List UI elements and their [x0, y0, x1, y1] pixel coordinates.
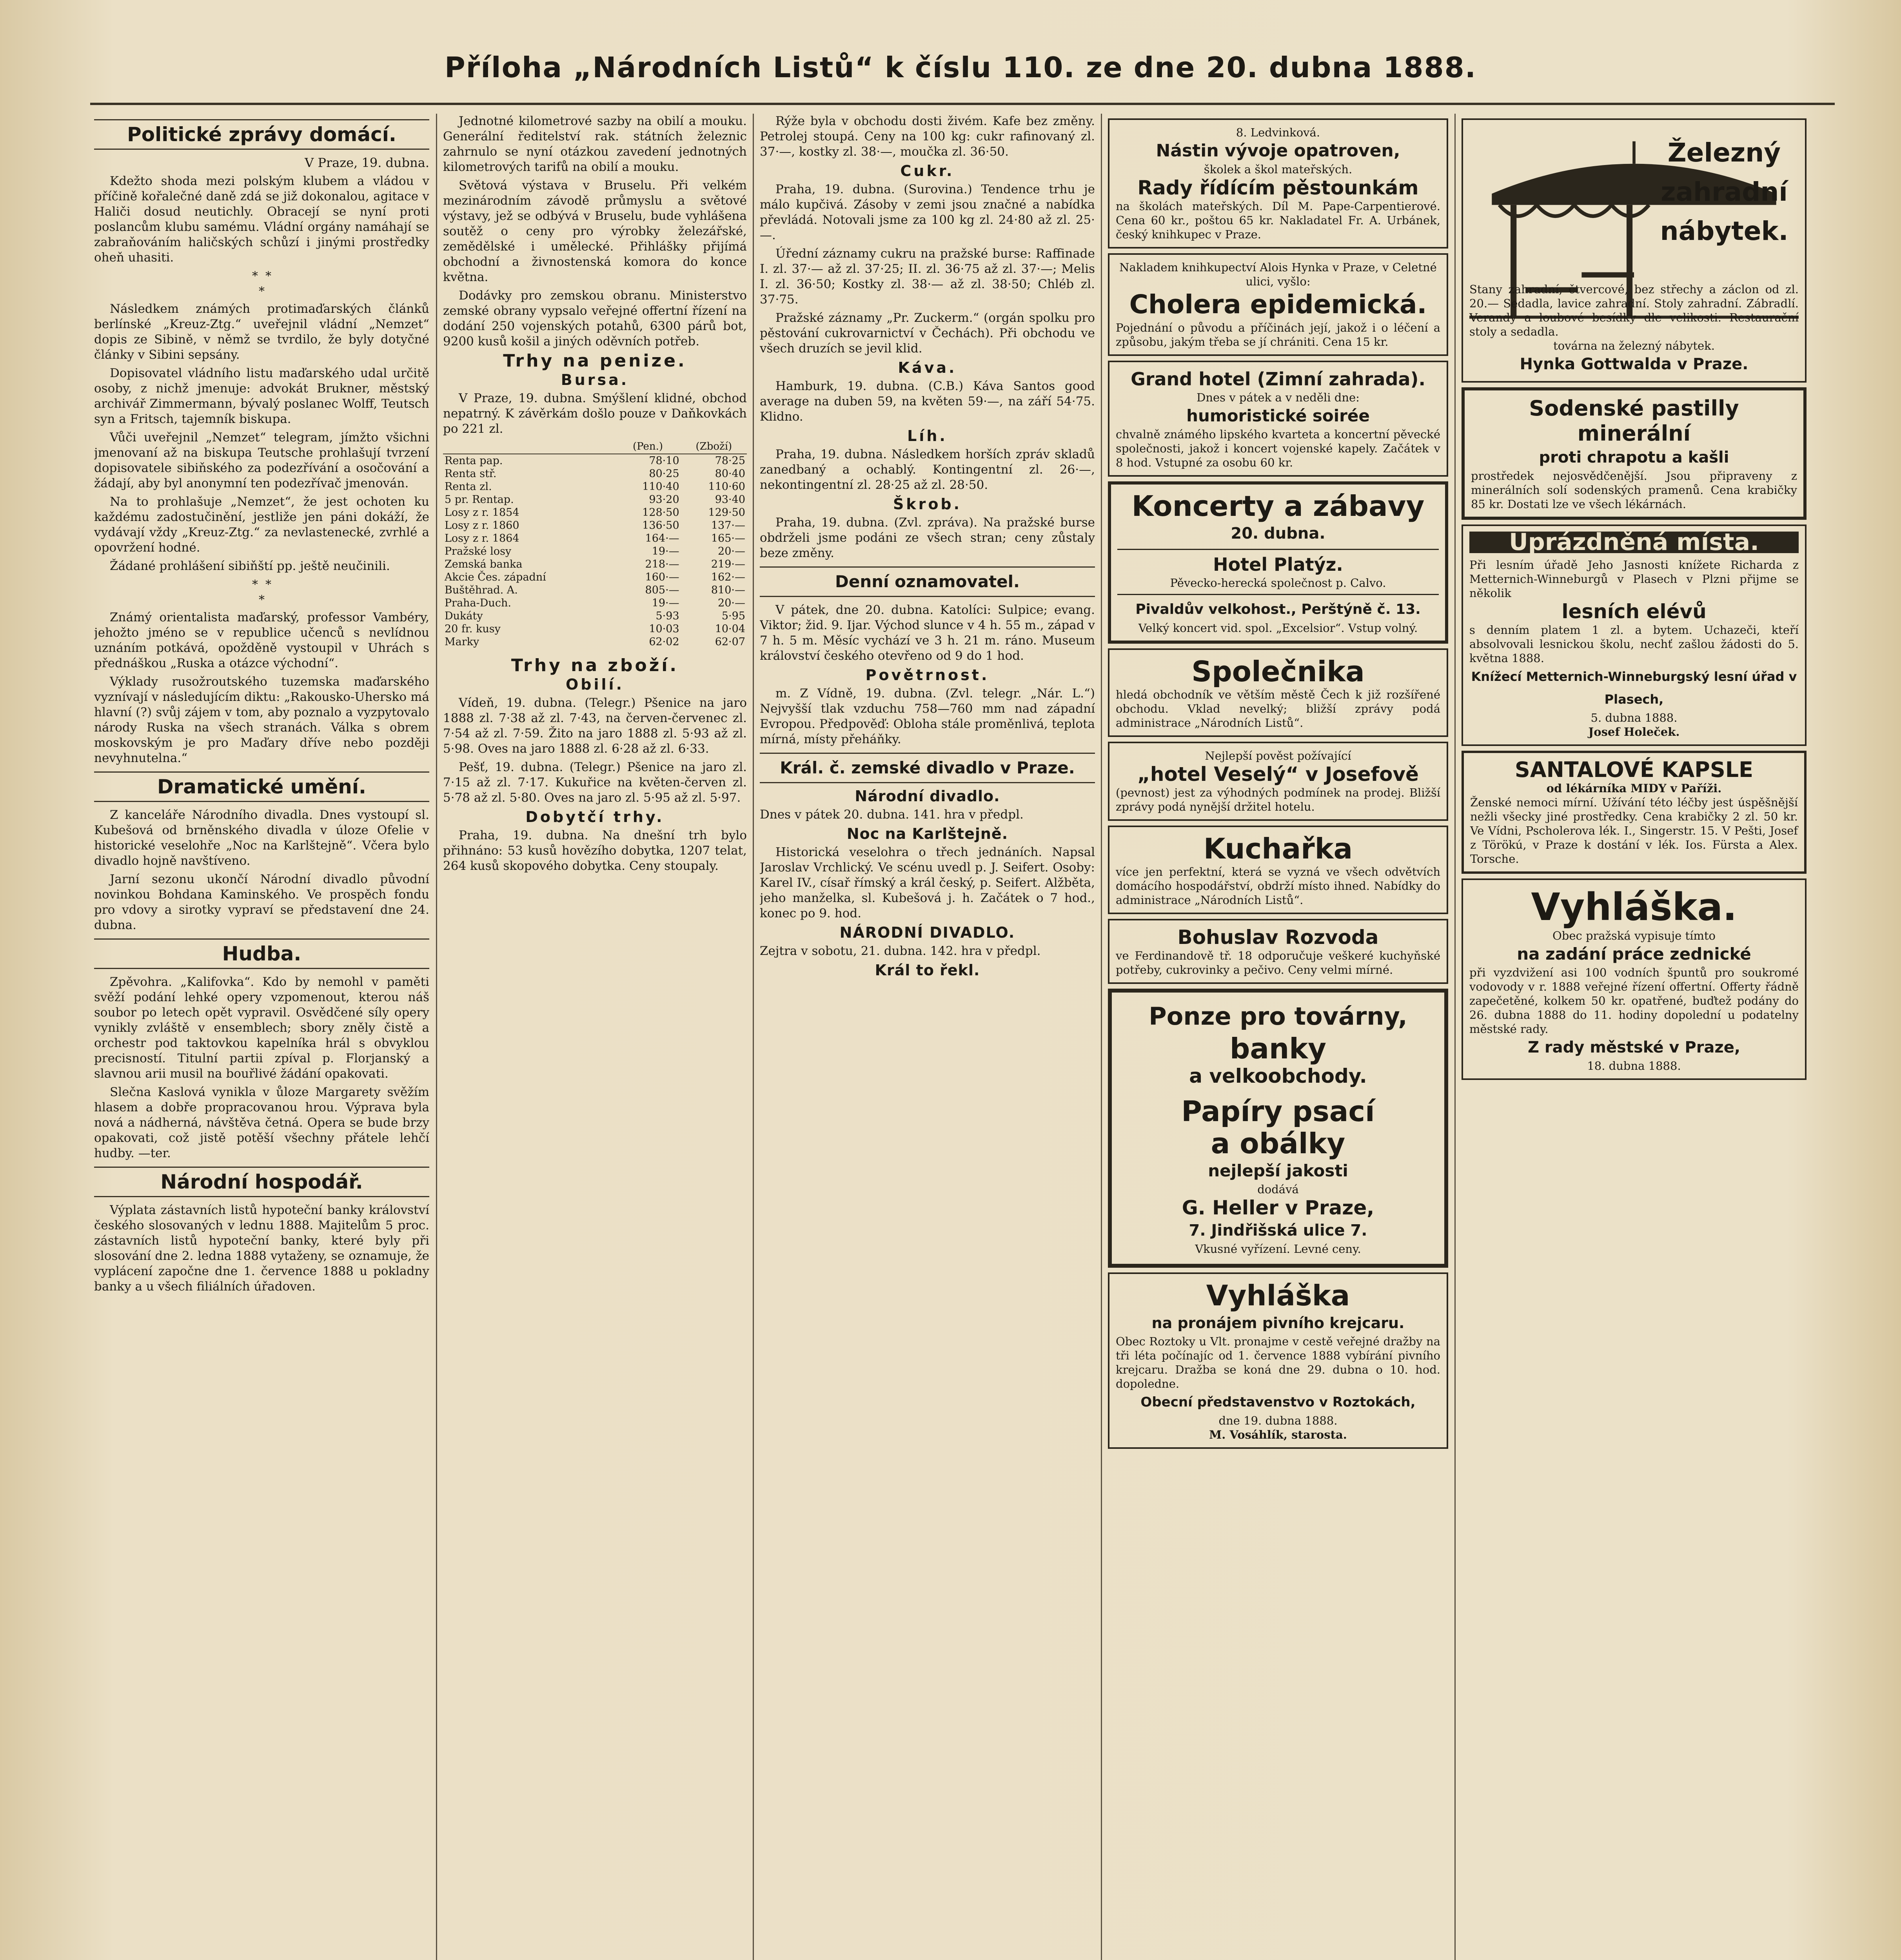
rate-name: Marky: [445, 636, 479, 648]
table-row: [443, 571, 747, 584]
ad-concerts: [1108, 481, 1448, 644]
article-paragraph: Následkem známých protimaďarských článků berlínské „Kreuz-Ztg.“ uveřejnil vládní „Nemzet“ dopis ze Sibině, v němž se tvrdilo, že byly dotyčné články v Sibini sepsány.: [94, 302, 429, 362]
subheading-grain: Obilí.: [565, 676, 625, 693]
ad-headline: Vyhláška.: [1531, 885, 1737, 929]
rate-bid: 19·—: [652, 545, 679, 557]
ad-cook-wanted: [1108, 826, 1448, 914]
rate-bid: 110·40: [642, 481, 679, 493]
ad-vacancies: [1462, 524, 1807, 746]
ad-text: Obec Roztoky u Vlt. pronajme v cestě veřejné dražby na tři léta počínajíc od 1. července 1888 vybírání pivního krejcaru. Dražba se koná dne 29. dubna o 10. hod. dopoledne.: [1116, 1335, 1440, 1390]
ad-subtitle: proti chrapotu a kašli: [1539, 448, 1729, 466]
section-heading-economy: Národní hospodář.: [94, 1167, 429, 1197]
table-header: (Zboží): [681, 440, 747, 454]
rate-name: 5 pr. Rentap.: [445, 494, 514, 506]
ad-line: banky: [1229, 1032, 1327, 1065]
article-paragraph: Zejtra v sobotu, 21. dubna. 142. hra v předpl.: [760, 944, 1041, 958]
ad-text: Pěvecko-herecká společnost p. Calvo.: [1170, 576, 1386, 590]
ad-text: prostředek nejosvědčenější. Jsou připraveny z minerálních solí sodenských pramenů. Cena krabičky 85 kr. Dostati lze ve všech lékárnách.: [1471, 469, 1797, 511]
table-row: [443, 584, 747, 597]
ad-subtitle: na zadání práce zednické: [1517, 944, 1751, 964]
ad-subtitle: Dnes v pátek a v neděli dne:: [1197, 391, 1360, 404]
article-paragraph: Vůči uveřejnil „Nemzet“ telegram, jímžto všichni jmenovaní až na biskupa Teutsche prohlašují tvrzení dopisovatele sibiňského za podezřívání a osočování a žádají, aby byl anonymní ten podezřívač jmenován.: [94, 430, 429, 490]
ad-address: 7. Jindřišská ulice 7.: [1189, 1221, 1367, 1240]
section-heading-music: Hudba.: [94, 938, 429, 969]
ad-headline: Cholera epidemická.: [1129, 289, 1427, 319]
rate-bid: 5·93: [655, 610, 679, 622]
rate-name: Renta pap.: [445, 455, 503, 467]
ad-line: nejlepší jakosti: [1208, 1161, 1348, 1180]
ad-text: hledá obchodník ve větším městě Čech k již rozšířené obchodu. Vklad nevelký; bližší zprávy podá administrace „Národních Listů“.: [1116, 688, 1440, 730]
rate-name: Zemská banka: [445, 558, 523, 570]
column-divider: [1454, 114, 1456, 1960]
article-paragraph: V Praze, 19. dubna. Smýšlení klidné, obchod nepatrný. K závěrkám došlo pouze v Daňkovkách po 221 zl.: [443, 391, 747, 436]
exchange-rates-table: [443, 440, 747, 648]
ad-subtitle: na pronájem pivního krejcaru.: [1151, 1314, 1405, 1332]
ad-event: humoristické soirée: [1186, 406, 1370, 425]
table-row: [443, 519, 747, 532]
rate-bid: 805·—: [645, 584, 679, 596]
ad-headline: Železný zahradní nábytek.: [1660, 138, 1788, 246]
ad-text: ve Ferdinandově tř. 18 odporučuje veškeré kuchyňské potřeby, cukrovinky a pečivo. Ceny velmi mírné.: [1116, 949, 1440, 976]
rate-ask: 110·60: [708, 481, 745, 493]
ad-headline: Kuchařka: [1203, 832, 1353, 865]
table-row: [443, 622, 747, 635]
rate-name: Praha-Duch.: [445, 597, 511, 609]
section-heading-daily: Denní oznamovatel.: [760, 566, 1095, 597]
ad-sign: Z rady městské v Praze,: [1527, 1038, 1741, 1056]
ad-headline: Sodenské pastilly minerální: [1529, 396, 1739, 446]
ad-soden-pastilles: [1462, 387, 1807, 520]
table-row: [443, 610, 747, 622]
subheading-cattle: Dobytčí trhy.: [525, 808, 665, 826]
ad-venue: Pivaldův velkohost., Perštýně č. 13.: [1117, 594, 1439, 621]
rate-ask: 62·07: [715, 636, 745, 648]
rate-ask: 219·—: [711, 558, 745, 570]
ad-garden-furniture: [1462, 118, 1807, 383]
table-row: [443, 480, 747, 493]
article-paragraph: Zpěvohra. „Kalifovka“. Kdo by nemohl v paměti svěží podání lehké opery vzpomenout, kterou náš soubor po letech opět vypravil. Osvědčené síly opery vynikly zvláště v ensemblech; sbory zněly čistě a orchestr pod taktovkou kapelníka hrál s obvyklou precisností. Titulní partii zpíval p. Florjanský a slavnou arii musil na bouřlivé žádání opakovati.: [94, 975, 429, 1081]
rate-bid: 93·20: [649, 494, 679, 506]
article-paragraph: Vídeň, 19. dubna. (Telegr.) Pšenice na jaro 1888 zl. 7·38 až zl. 7·43, na červen-červenec zl. 7·54 až zl. 7·59. Žito na jaro 1888 zl. 5·93 až zl. 5·98. Oves na jaro 1888 zl. 6·28 až zl. 6·33.: [443, 696, 747, 756]
table-row: [443, 506, 747, 519]
article-paragraph: Praha, 19. dubna. (Zvl. zpráva). Na pražské burse obdrželi jsme podáni ze všech stran; ceny zůstaly beze změny.: [760, 515, 1095, 560]
table-row: [443, 558, 747, 571]
rate-name: Renta zl.: [445, 481, 492, 493]
ad-headline: Rady řídícím pěstounkám: [1137, 176, 1419, 199]
ad-book-opatrovny: [1108, 118, 1448, 249]
ad-santal-capsules: [1462, 751, 1807, 874]
ad-text: Ženské nemoci mírní. Užívání této léčby jest úspěšnější nežli všecky jiné prostředky. Cena krabičky 2 zl. 50 kr. Ve Vídni, Pscholerova lék. I., Singerstr. 15. V Pešti, Josef z Törökú, v Praze k dostání v lék. Ios. Fürsta a Alex. Torsche.: [1470, 796, 1798, 866]
ad-headline: Uprázdněná místa.: [1469, 532, 1799, 553]
theatre-heading: NÁRODNÍ DIVADLO.: [839, 924, 1015, 941]
ad-line: Vkusné vyřízení. Levné ceny.: [1195, 1242, 1361, 1256]
ad-date: dne 19. dubna 1888.: [1218, 1414, 1338, 1427]
ad-subtitle: od lékárníka MIDY v Paříži.: [1546, 782, 1722, 795]
rate-name: Losy z r. 1860: [445, 519, 519, 532]
column-divider: [1101, 114, 1102, 1960]
separator-stars: * * *: [252, 269, 272, 298]
ad-roztoky-notice: [1108, 1272, 1448, 1449]
rate-ask: 10·04: [715, 623, 745, 635]
article-paragraph: Praha, 19. dubna. Následkem horších zpráv skladů zanedbaný a ochablý. Kontingentní zl. 26·—, nekontingentní zl. 28·25 až zl. 28·50.: [760, 447, 1095, 492]
ad-venue: Hotel Platýz.: [1117, 549, 1439, 576]
ad-author: 8. Ledvinková.: [1236, 126, 1320, 139]
rate-bid: 62·02: [649, 636, 679, 648]
article-paragraph: m. Z Vídně, 19. dubna. (Zvl. telegr. „Nár. L.“) Nejvyšší tlak vzduchu 758—760 mm nad západní Evropou. Předpověď: Obloha stále proměnlivá, teplota mírná, místy přeháňky.: [760, 686, 1095, 746]
rate-ask: 165·—: [711, 532, 745, 544]
ad-text: Stany zahradní, čtvercové, bez střechy a záclon od zl. 20.— Sedadla, lavice zahradní. Stoly zahradní. Zábradlí. Verandy a loubové besídky dle velikosti. Restaurační stoly a sedadla.: [1469, 283, 1799, 338]
column-5-ads: [1462, 114, 1807, 1960]
article-paragraph: Známý orientalista maďarský, professor Vambéry, jehožto jméno se v republice učenců s nevlídnou uznáním potkává, opožděně vystoupil v Uhrách s přednáškou „Ruska a otázce východní“.: [94, 610, 429, 670]
ad-line: Papíry psací: [1181, 1095, 1375, 1128]
ad-date: 18. dubna 1888.: [1587, 1059, 1681, 1073]
article-paragraph: Výplata zástavních listů hypoteční banky království českého slosovaných v lednu 1888. Majitelům 5 proc. zástavních listů hypoteční banky, které byly při slosování dne 2. ledna 1888 vytaženy, se oznamuje, že vyplácení započne dne 1. července 1888 u pokladny banky a u všech filiálních úřadoven.: [94, 1203, 429, 1294]
table-header: (Pen.): [615, 440, 681, 454]
ad-prague-notice: [1462, 878, 1807, 1080]
ad-signature: M. Vosáhlík, starosta.: [1209, 1428, 1347, 1441]
article-paragraph: Slečna Kaslová vynikla v ůloze Margarety svěžím hlasem a dobře propracovanou hrou. Výprava byla nová a nádherná, návštěva četná. Opera se bude brzy opakovati, což jistě potěší všechny přátele lehčí hudby. —ter.: [94, 1085, 429, 1160]
rate-ask: 20·—: [718, 545, 745, 557]
ad-text: Pojednání o původu a příčinách její, jakož i o léčení a způsobu, jakým třeba se jí chrániti. Cena 15 kr.: [1116, 321, 1440, 348]
article-paragraph: Jarní sezonu ukončí Národní divadlo původní novinkou Bohdana Kaminského. Ve prospěch fondu pro vdovy a sirotky vypraví se představení dne 24. dubna.: [94, 872, 429, 932]
rate-bid: 128·50: [642, 506, 679, 519]
ad-cholera-book: [1108, 253, 1448, 356]
rate-bid: 78·10: [649, 455, 679, 467]
rate-bid: 19·—: [652, 597, 679, 609]
subheading-sugar: Cukr.: [900, 162, 955, 180]
article-paragraph: Žádané prohlášení sibiňští pp. ještě neučinili.: [110, 559, 390, 573]
rate-ask: 93·40: [715, 494, 745, 506]
subheading-weather: Povětrnost.: [865, 666, 990, 684]
ad-grand-hotel: [1108, 361, 1448, 477]
article-paragraph: Výklady rusožroutského tuzemska maďarského vyznívají v následujícím diktu: „Rakousko-Uhersko má hlavní (?) svůj zájem v tom, aby poznalo a vyzpytovalo národy Ruska na všech stranách. Válka s obrem moskovským je pro Maďary dříve nebo později nevyhnutelna.“: [94, 675, 429, 765]
article-paragraph: Hamburk, 19. dubna. (C.B.) Káva Santos good average na duben 59, na květen 59·—, na září 54·75. Klidno.: [760, 379, 1095, 424]
article-paragraph: Dodávky pro zemskou obranu. Ministerstvo zemské obrany vypsalo veřejné offertní řízení na dodání 250 vojenských potahů, 6300 párů bot, 9200 kusů košil a jiných oděvních potřeb.: [443, 289, 747, 348]
ad-text: více jen perfektní, která se vyzná ve všech odvětvích domácího hospodářství, obdrží místo ihned. Nabídky do administrace „Národních Listů“.: [1116, 865, 1440, 907]
table-row: [443, 532, 747, 545]
column-4-ads: [1108, 114, 1448, 1960]
rate-bid: 10·03: [649, 623, 679, 635]
ad-firm: Hynka Gottwalda v Praze.: [1520, 355, 1748, 373]
ad-text: Obec pražská vypisuje tímto: [1552, 929, 1716, 942]
ad-date: 5. dubna 1888.: [1591, 711, 1678, 724]
ad-date: 20. dubna.: [1231, 524, 1325, 543]
theatre-subtitle: Národní divadlo.: [855, 788, 1000, 805]
ad-headline: SANTALOVÉ KAPSLE: [1514, 757, 1754, 782]
rate-bid: 80·25: [649, 468, 679, 480]
section-heading-drama: Dramatické umění.: [94, 771, 429, 802]
article-paragraph: Na to prohlašuje „Nemzet“, že jest ochoten ku každému zadostučinění, jestliže jen páni dokáží, že vydávají vždy „Kreuz-Ztg.“ za nevlastenecké, zvrhlé a opovržení hodné.: [94, 495, 429, 555]
rate-ask: 5·95: [721, 610, 745, 622]
section-heading-goods: Trhy na zboží.: [511, 655, 679, 675]
ad-heller-paper: [1108, 989, 1448, 1268]
table-row: [443, 467, 747, 480]
table-row: [443, 597, 747, 610]
article-paragraph: Z kanceláře Národního divadla. Dnes vystoupí sl. Kubešová od brněnského divadla v úloze Ofelie v historické veselohře „Noc na Karlštejně“. Včera bylo divadlo hojně navštíveno.: [94, 808, 429, 868]
ad-headline: Ponze pro továrny,: [1149, 1002, 1407, 1031]
masthead-rule: [90, 103, 1835, 105]
table-header: [443, 440, 615, 454]
ad-text: s denním platem 1 zl. a bytem. Uchazeči, kteří absolvovali lesnickou školu, nechť zašlou žádosti do 5. května 1888.: [1469, 623, 1799, 665]
ad-publisher: Nakladem knihkupectví Alois Hynka v Praze, v Celetné ulici, vyšlo:: [1119, 261, 1437, 288]
rate-name: Buštěhrad. A.: [445, 584, 518, 596]
column-3: [760, 114, 1095, 1960]
rate-ask: 20·—: [718, 597, 745, 609]
article-paragraph: Pražské záznamy „Pr. Zuckerm.“ (orgán spolku pro pěstování cukrovarnictví v Čechách). Při obchodu ve všech druzích se jevil klid.: [760, 311, 1095, 356]
rate-name: Pražské losy: [445, 545, 512, 557]
table-row: [443, 545, 747, 558]
rate-name: Dukáty: [445, 610, 483, 622]
article-paragraph: Jednotné kilometrové sazby na obilí a mouku. Generální ředitelství rak. státních železnic zahrnulo se nyní otázkou zavedení jednotných kilometrových tarifů na obilí a mouku.: [443, 114, 747, 174]
ad-subtitle: Nejlepší pověst požívající: [1205, 749, 1351, 762]
ad-subtitle: lesních elévů: [1561, 600, 1707, 623]
ad-line: a velkoobchody.: [1189, 1065, 1367, 1087]
ad-firm-desc: továrna na železný nábytek.: [1553, 339, 1715, 352]
rate-ask: 80·40: [715, 468, 745, 480]
ad-text: chvalně známého lipského kvarteta a koncertní pěvecké společnosti, jakož i koncert vojenské kapely. Začátek v 8 hod. Vstupné za osobu 60 kr.: [1116, 428, 1440, 469]
rate-bid: 160·—: [645, 571, 679, 583]
table-row: [443, 635, 747, 648]
rate-ask: 137·—: [711, 519, 745, 532]
rate-name: Akcie Čes. západní: [445, 571, 546, 583]
article-paragraph: Praha, 19. dubna. Na dnešní trh bylo přihnáno: 53 kusů hovězího dobytka, 1207 telat, 264 kusů skopového dobytka. Ceny stoupaly.: [443, 828, 747, 873]
article-paragraph: Historická veselohra o třech jednáních. Napsal Jaroslav Vrchlický. Ve scénu uvedl p. J. Seifert. Osoby: Karel IV., císař římský a král český, p. Seifert. Alžběta, jeho manželka, sl. Kubešová j. h. Začátek o 7 hod., konec po 9. hod.: [760, 845, 1095, 920]
ad-text: Velký koncert vid. spol. „Excelsior“. Vstup volný.: [1138, 621, 1418, 635]
section-heading-politics: Politické zprávy domácí.: [94, 119, 429, 150]
ad-line: a obálky: [1211, 1127, 1345, 1160]
column-divider: [436, 114, 437, 1960]
ad-hotel-vesely: [1108, 742, 1448, 821]
article-paragraph: Praha, 19. dubna. (Surovina.) Tendence trhu je málo kupčivá. Zásoby v zemi jsou značné a nabídka převládá. Notovali jsme za 100 kg zl. 24·80 až zl. 25·—.: [760, 182, 1095, 242]
rate-name: Losy z r. 1854: [445, 506, 519, 519]
ad-text: (pevnost) jest za výhodných podmínek na prodej. Bližší zprávy podá nynější držitel hotelu.: [1116, 786, 1440, 813]
dateline: V Praze, 19. dubna.: [305, 155, 429, 170]
ad-headline: „hotel Veselý“ v Josefově: [1137, 763, 1419, 786]
ad-line: dodává: [1257, 1183, 1299, 1196]
separator-stars: * * *: [252, 578, 272, 607]
article-paragraph: Pešť, 19. dubna. (Telegr.) Pšenice na jaro zl. 7·15 až zl. 7·17. Kukuřice na květen-červen zl. 5·78 až zl. 5·80. Oves na jaro zl. 5·95 až zl. 5·97.: [443, 760, 747, 805]
article-paragraph: Dopisovatel vládního listu maďarského udal určitě osoby, z nichž jmenuje: advokát Brukner, městský archivář Zimmermann, bývalý poslanec Wolff, Teutsch syn a Fritsch, tajemník biskupa.: [94, 366, 429, 426]
subheading-bursa: Bursa.: [561, 371, 629, 388]
subheading-coffee: Káva.: [898, 359, 957, 376]
article-paragraph: Úřední záznamy cukru na pražské burse: Raffinade I. zl. 37·— až zl. 37·25; II. zl. 36·75 až zl. 37·—; Melis I. zl. 36·50; Kostky zl. 38·— až zl. 38·50; Chléb zl. 37·75.: [760, 247, 1095, 307]
rate-ask: 129·50: [708, 506, 745, 519]
ad-headline: Bohuslav Rozvoda: [1177, 926, 1379, 949]
ad-headline: Vyhláška: [1206, 1279, 1350, 1312]
ad-firm: G. Heller v Praze,: [1182, 1196, 1374, 1219]
ad-text: na školách mateřských. Díl M. Pape-Carpentierové. Cena 60 kr., poštou 65 kr. Nakladatel Fr. A. Urbánek, český knihkupec v Praze.: [1116, 200, 1440, 241]
rate-ask: 162·—: [711, 571, 745, 583]
article-paragraph: V pátek, dne 20. dubna. Katolíci: Sulpice; evang. Viktor; žid. 9. Ijar. Východ slunce v 4 h. 55 m., západ v 7 h. 5 m. Měsíc vychází ve 3 h. 21 m. ráno. Museum království českého otevřeno od 9 do 1 hod.: [760, 603, 1095, 663]
masthead-title: Příloha „Národních Listů“ k číslu 110. ze dne 20. dubna 1888.: [444, 51, 1477, 84]
rate-ask: 78·25: [715, 455, 745, 467]
rate-name: 20 fr. kusy: [445, 623, 501, 635]
table-row: [443, 493, 747, 506]
ad-sign: Knížecí Metternich-Winneburgský lesní úřad v Plasech,: [1471, 669, 1797, 707]
article-paragraph: Dnes v pátek 20. dubna. 141. hra v předpl.: [760, 808, 1024, 822]
article-paragraph: Kdežto shoda mezi polským klubem a vládou v příčině kořalečné daně zdá se již dokonalou, agitace v Haliči dosud neutichly. Obracejí se nyní proti poslancům klubu samému. Vládní orgány namáhají se zabraňováním haličských schůzí i jinými prostředky oheň uhasiti.: [94, 174, 429, 265]
ad-signature: Josef Holeček.: [1588, 725, 1680, 739]
ad-subtitle: školek a škol mateřských.: [1204, 163, 1353, 176]
article-paragraph: Světová výstava v Bruselu. Při velkém mezinárodním závodě průmyslu a světové výstavy, jež se odbývá v Bruselu, bude vyhlášena soutěž o ceny pro výrobky železářské, zemědělské i umělecké. Přihlášky přijímá obchodní a živnostenská komora do konce května.: [443, 178, 747, 284]
rate-name: Losy z r. 1864: [445, 532, 519, 544]
rate-ask: 810·—: [711, 584, 745, 596]
ad-title: Nástin vývoje opatroven,: [1156, 141, 1400, 161]
ad-headline: Grand hotel (Zimní zahrada).: [1131, 368, 1425, 390]
section-heading-money: Trhy na penize.: [503, 351, 687, 371]
ad-headline: Společnika: [1191, 655, 1365, 688]
rate-bid: 218·—: [645, 558, 679, 570]
section-heading-theatre: Král. č. zemské divadlo v Praze.: [760, 753, 1095, 783]
play-title: Král to řekl.: [875, 962, 980, 979]
ad-text: při vyzdvižení asi 100 vodních špuntů pro soukromé vodovody v r. 1888 veřejné řízení offertní. Offerty řádně zapečetěné, kolkem 50 kr. opatřené, buďtež podány do 26. dubna 1888 do 11. hodiny dopolední u podatelny městské rady.: [1469, 966, 1799, 1036]
ad-rozvoda: [1108, 919, 1448, 984]
article-paragraph: Rýže byla v obchodu dosti živém. Kafe bez změny. Petrolej stoupá. Ceny na 100 kg: cukr rafinovaný zl. 37·—, kostky zl. 38·—, moučka zl. 36·50.: [760, 114, 1095, 159]
subheading-starch: Škrob.: [893, 495, 962, 513]
rate-bid: 164·—: [645, 532, 679, 544]
column-1: [94, 114, 429, 1960]
column-2: [443, 114, 747, 1960]
rate-bid: 136·50: [642, 519, 679, 532]
ad-text: Při lesním úřadě Jeho Jasnosti knížete Richarda z Metternich-Winneburgů v Plasech v Plzni přijme se několik: [1469, 558, 1799, 600]
ad-headline: Koncerty a zábavy: [1131, 490, 1425, 523]
ad-partner-wanted: [1108, 648, 1448, 737]
subheading-spirit: Líh.: [907, 427, 948, 445]
rate-name: Renta stř.: [445, 468, 497, 480]
ad-sign: Obecní představenstvo v Roztokách,: [1140, 1394, 1416, 1410]
column-divider: [753, 114, 754, 1960]
play-title: Noc na Karlštejně.: [846, 825, 1008, 842]
table-row: [443, 454, 747, 467]
